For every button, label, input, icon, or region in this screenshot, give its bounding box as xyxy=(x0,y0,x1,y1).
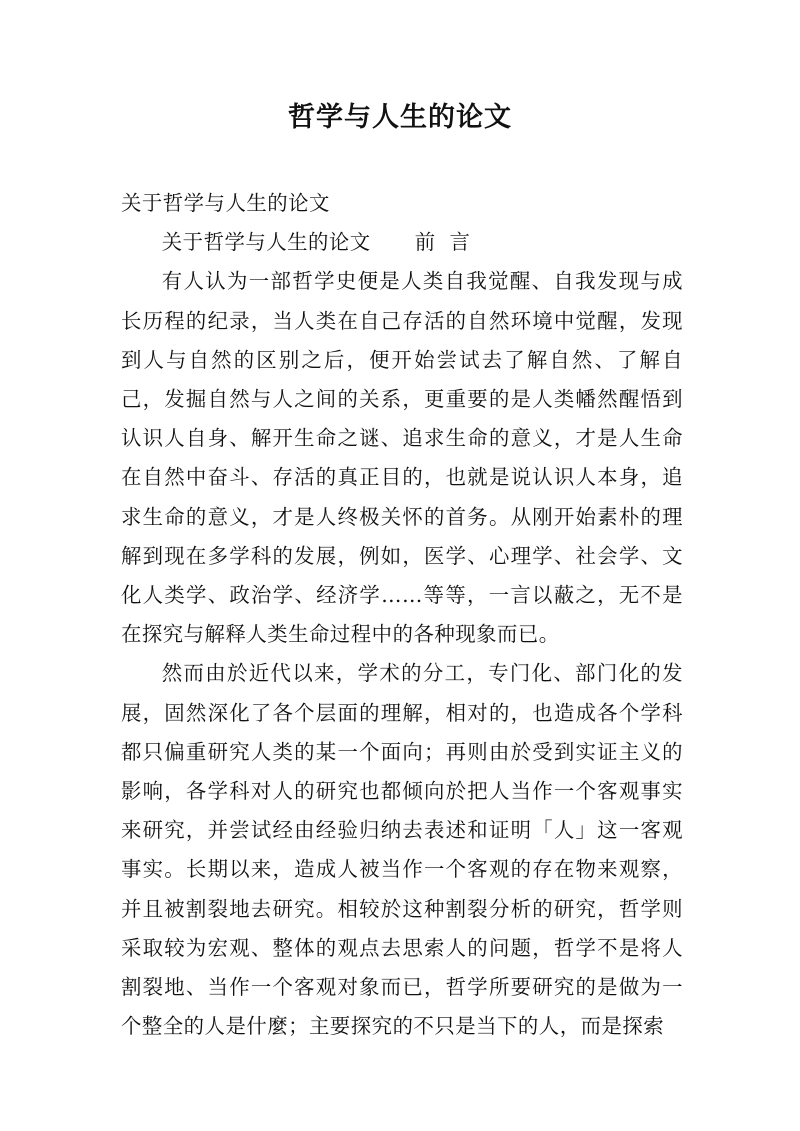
document-title: 哲学与人生的论文 xyxy=(288,102,512,133)
section-title: 关于哲学与人生的论文 xyxy=(161,230,371,255)
section-heading xyxy=(121,223,683,262)
document-subtitle: 关于哲学与人生的论文 xyxy=(121,191,330,215)
paragraph-2: 然而由於近代以来，学术的分工，专门化、部门化的发展，固然深化了各个层面的理解，相对的，也造成各个学科都只偏重研究人类的某一个面向；再则由於受到实证主义的影响，各学科对人的研究也都倾向於把人当作一个客观事实来研究，并尝试经由经验归纳去表述和证明「人」这一客观事实。长期以来，造成人被当作一个客观的存在物来观察，并且被割裂地去研究。相较於这种割裂分析的研究，哲学则采取较为宏观、整体的观点去思索人的问题，哲学不是将人割裂地、当作一个客观对象而已，哲学所要研究的是做为一个整全的人是什麼；主要探究的不只是当下的人，而是探索 xyxy=(121,661,683,1039)
paragraph-1: 有人认为一部哲学史便是人类自我觉醒、自我发现与成长历程的纪录，当人类在自己存活的自然环境中觉醒，发现到人与自然的区别之后，便开始尝试去了解自然、了解自己，发掘自然与人之间的关系，更重要的是人类幡然醒悟到认识人自身、解开生命之谜、追求生命的意义，才是人生命在自然中奋斗、存活的真正目的，也就是说认识人本身，追求生命的意义，才是人终极关怀的首务。从刚开始素朴的理解到现在多学科的发展，例如，医学、心理学、社会学、文化人类学、政治学、经济学……等等，一言以蔽之，无不是在探究与解释人类生命过程中的各种现象而已。 xyxy=(121,269,683,647)
section-label: 前 言 xyxy=(414,230,471,255)
document-body xyxy=(121,184,683,1046)
